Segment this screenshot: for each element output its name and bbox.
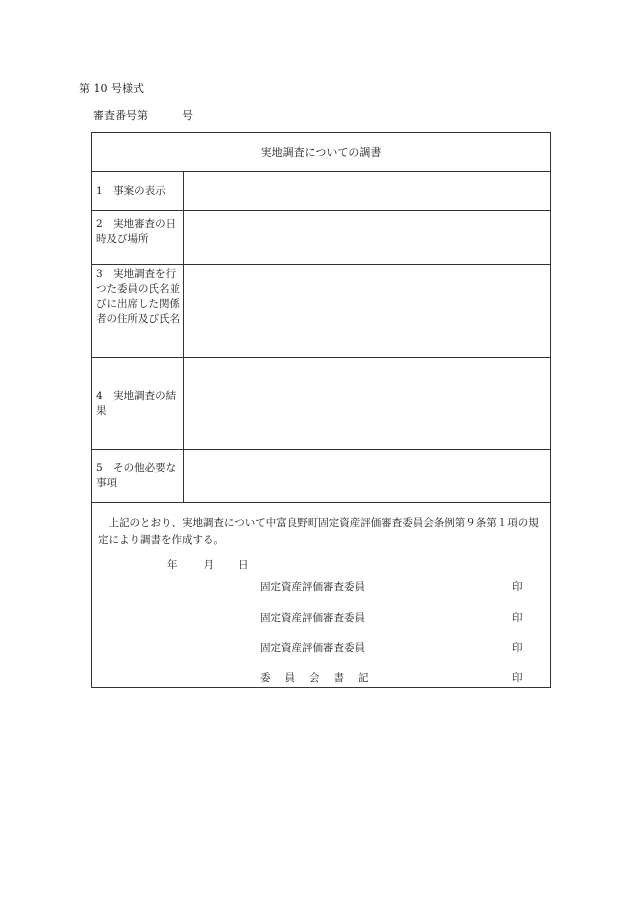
table-row: [92, 450, 550, 503]
signature-title: 固定資産評価審査委員: [260, 642, 365, 654]
row-label: 1 事案の表示: [92, 172, 184, 210]
exam-number-prefix: 審査番号第: [93, 109, 148, 122]
row-label: 4 実地調査の結果: [92, 358, 184, 449]
seal-mark: 印: [512, 642, 523, 654]
row-label: 3 実地調査を行つた委員の氏名並びに出席した関係者の住所及び氏名: [92, 265, 184, 357]
table-title: 実地調査についての調書: [92, 133, 550, 172]
statement-text: 上記のとおり、実地調査について中富良野町固定資産評価審査委員会条例第９条第１項の規定により調書を作成する。: [98, 517, 539, 546]
exam-number: [93, 107, 193, 123]
table-row: [92, 211, 550, 265]
table-row: [92, 172, 550, 211]
exam-number-suffix: 号: [182, 109, 193, 122]
row-value: [184, 211, 550, 264]
row-value: [184, 450, 550, 502]
seal-mark: 印: [512, 581, 523, 593]
date-month: 月: [203, 559, 214, 571]
survey-record-table: [91, 132, 551, 688]
table-row: [92, 265, 550, 358]
row-label: 5 その他必要な事項: [92, 450, 184, 502]
date-year: 年: [167, 559, 178, 571]
date-line: [167, 557, 249, 572]
row-value: [184, 172, 550, 210]
form-number: 第 10 号様式: [79, 82, 144, 95]
seal-mark: 印: [512, 612, 523, 624]
table-row: [92, 358, 550, 450]
row-value: [184, 358, 550, 449]
signature-title: 固定資産評価審査委員: [260, 612, 365, 624]
row-label: 2 実地審査の日時及び場所: [92, 211, 184, 264]
row-value: [184, 265, 550, 357]
signature-title: 委員会書記: [260, 672, 383, 684]
signature-title: 固定資産評価審査委員: [260, 581, 365, 593]
date-day: 日: [238, 559, 249, 571]
seal-mark: 印: [512, 672, 523, 684]
